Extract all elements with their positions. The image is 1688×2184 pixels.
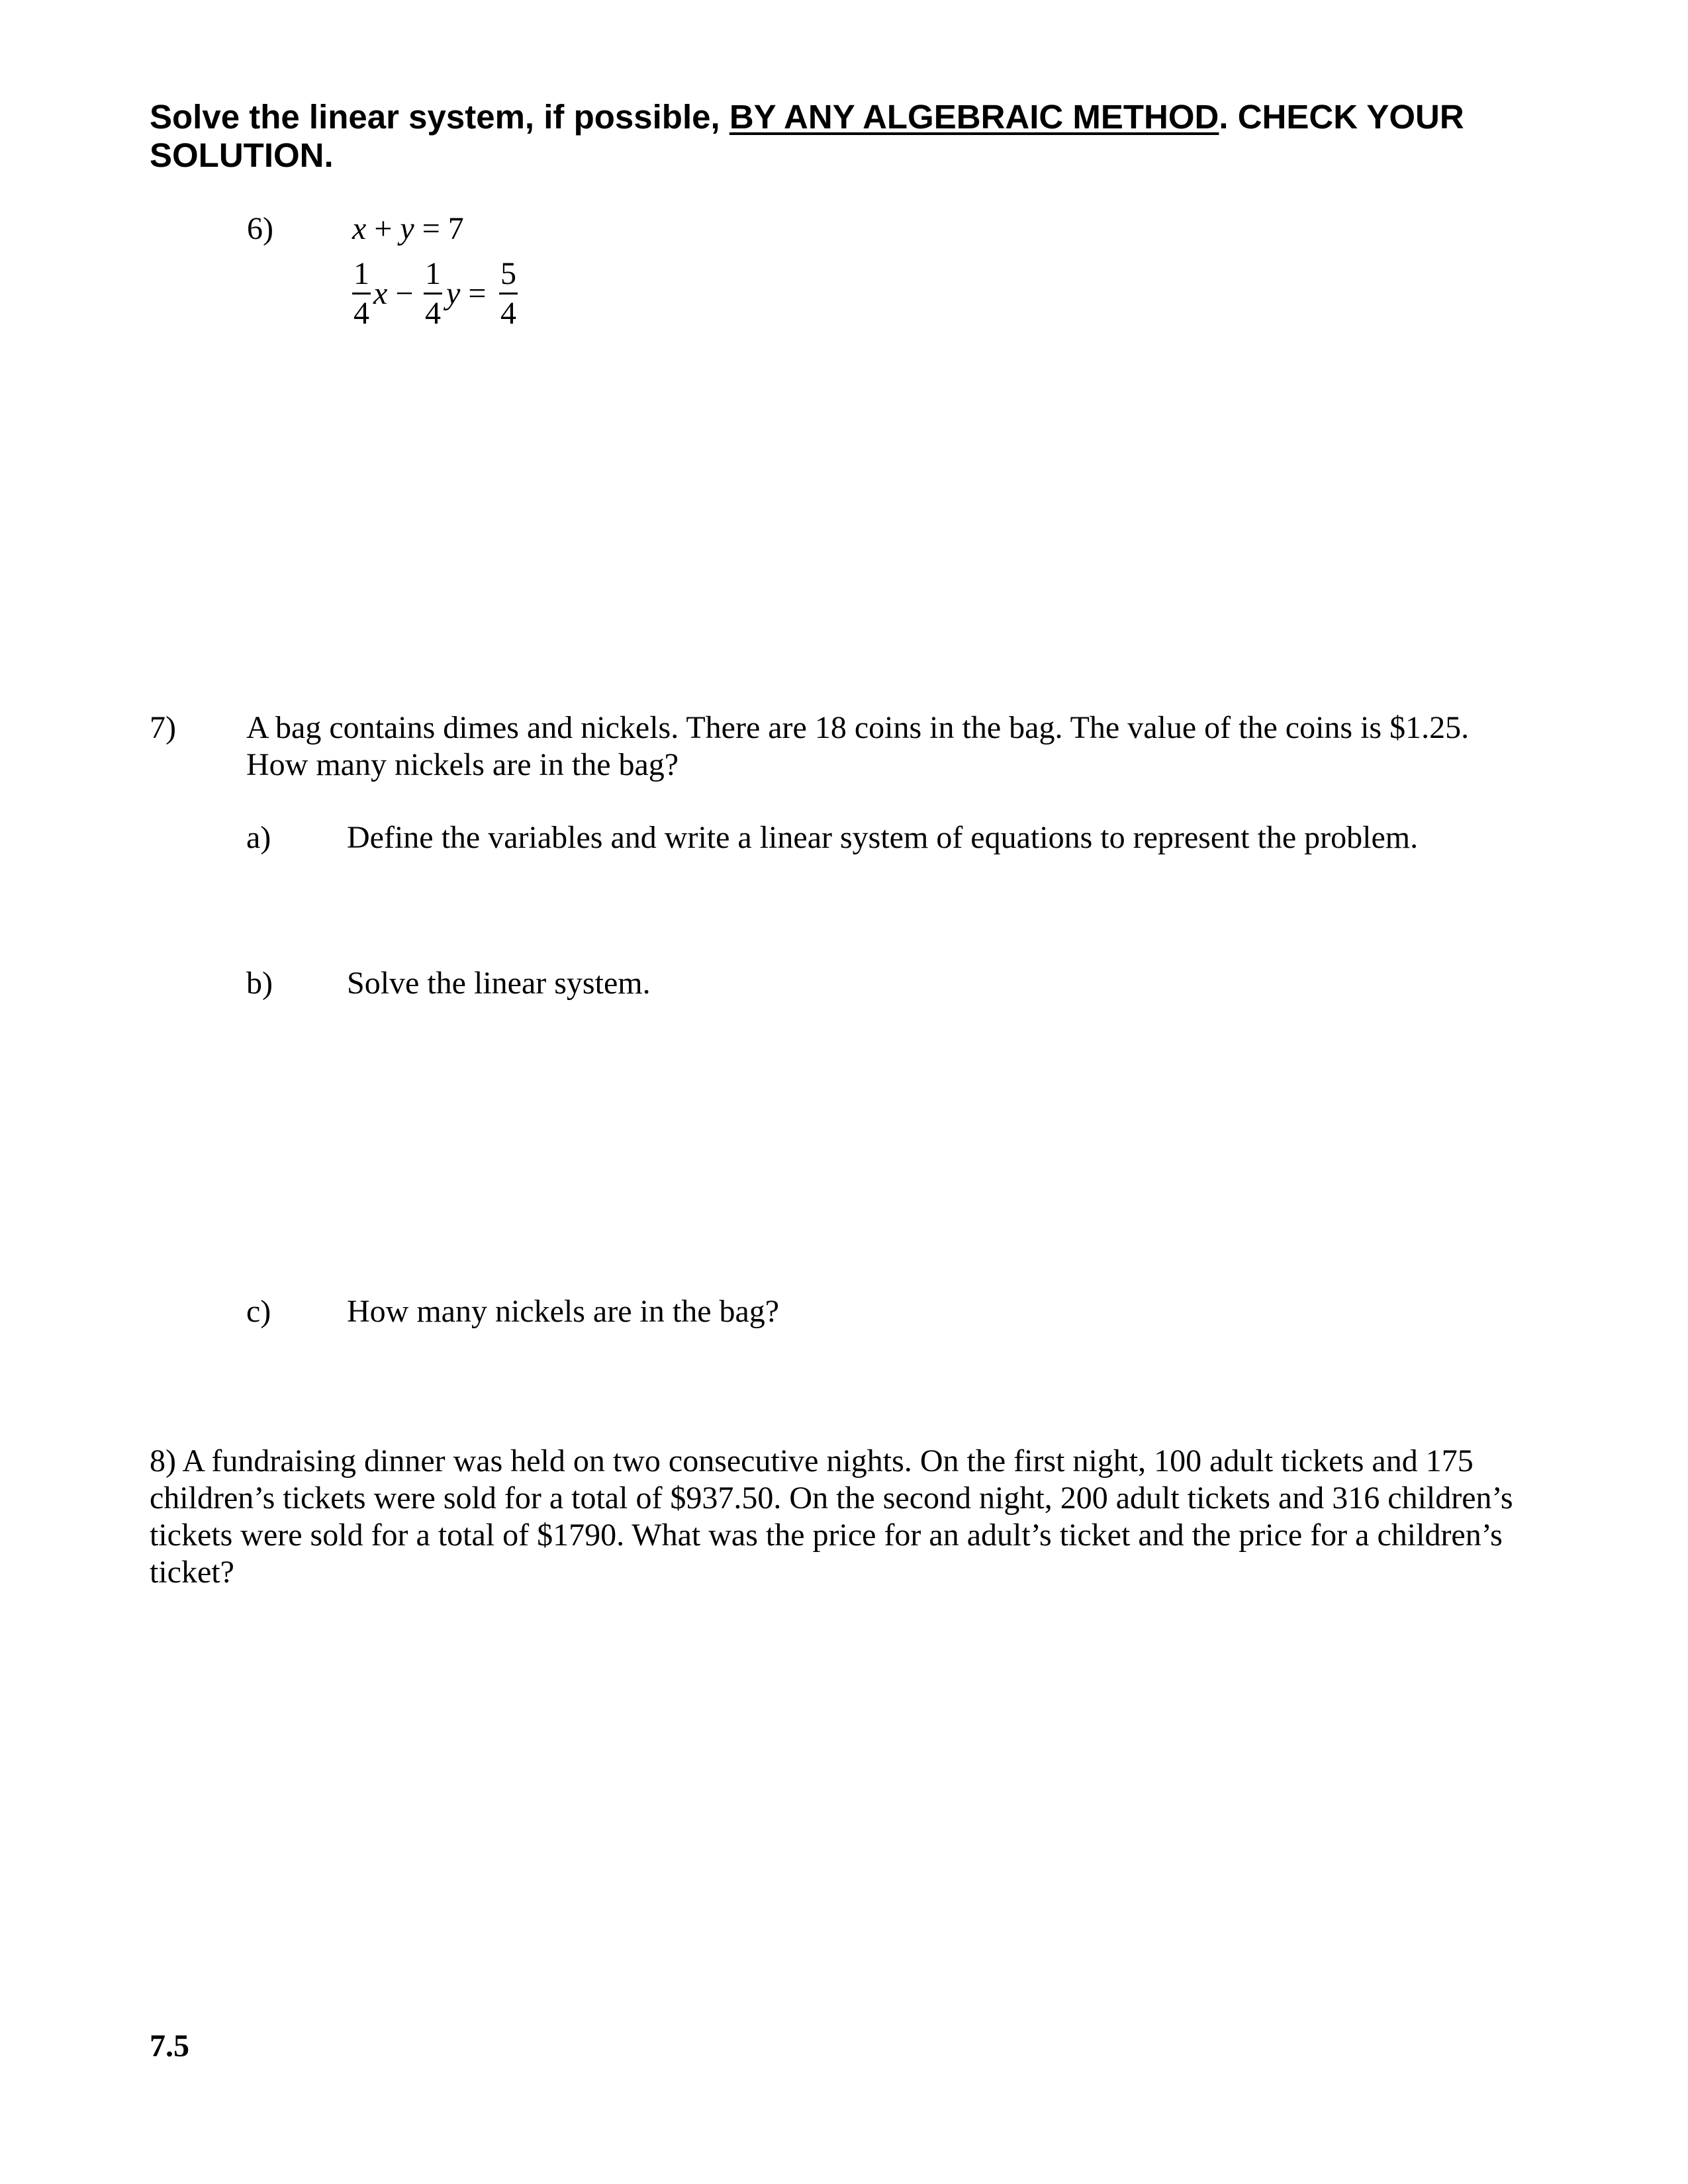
eq1-plus: + — [374, 211, 393, 246]
eq2-rhs-numerator: 5 — [500, 256, 516, 291]
problem-6-number: 6) — [247, 211, 273, 246]
heading-prefix: Solve the linear system, if possible, — [150, 98, 729, 136]
eq2-var-x-minus — [373, 275, 413, 312]
eq1-equals: = — [422, 211, 440, 246]
eq1-rhs: 7 — [447, 211, 464, 246]
problem-6-equation-1 — [352, 210, 464, 248]
eq2-var-x: x — [373, 276, 388, 311]
problem-7-text: A bag contains dimes and nickels. There are 18 coins in the bag. The value of the coins is $1.25. How many nickels are in the bag? — [246, 710, 1470, 782]
eq2-frac1-bar — [352, 293, 371, 295]
problem-7-number: 7) — [150, 710, 176, 745]
problem-7a-label: a) — [246, 820, 271, 855]
section-number: 7.5 — [150, 2028, 189, 2064]
problem-7a-text: Define the variables and write a linear system of equations to represent the problem. — [347, 820, 1419, 855]
eq2-rhs-bar — [499, 293, 518, 295]
instructions-heading — [150, 98, 1573, 175]
eq2-equals: = — [468, 276, 487, 311]
problem-7c-label: c) — [246, 1294, 271, 1329]
problem-7b-label: b) — [246, 966, 273, 1001]
problem-8-text: 8) A fundraising dinner was held on two consecutive nights. On the first night, 100 adult tickets and 175 children’s tickets were sold for a total of $937.50. On the second night, 200 adult tickets and 316 children’s tickets were sold for a total of $1790. What was the price for an adult’s ticket and the price for a children’s ticket? — [150, 1443, 1513, 1590]
eq2-frac1-denominator: 4 — [353, 296, 369, 331]
eq2-var-y-equals — [446, 275, 486, 312]
eq2-minus: − — [395, 276, 414, 311]
eq1-var-y: y — [400, 211, 414, 246]
problem-7c-text: How many nickels are in the bag? — [347, 1294, 780, 1329]
eq2-frac2-denominator: 4 — [425, 296, 441, 331]
eq2-frac2-bar — [424, 293, 442, 295]
eq1-var-x: x — [352, 211, 367, 246]
problem-6-equation-2 — [348, 255, 547, 341]
heading-suffix: . CHECK YOUR SOLUTION. — [150, 98, 1464, 174]
eq2-var-y: y — [446, 276, 461, 311]
problem-7b-text: Solve the linear system. — [347, 966, 651, 1001]
eq2-frac2-numerator: 1 — [425, 256, 441, 291]
eq2-rhs-denominator: 4 — [500, 296, 516, 331]
heading-emphasis: BY ANY ALGEBRAIC METHOD — [729, 98, 1219, 136]
eq2-frac1-numerator: 1 — [353, 256, 369, 291]
